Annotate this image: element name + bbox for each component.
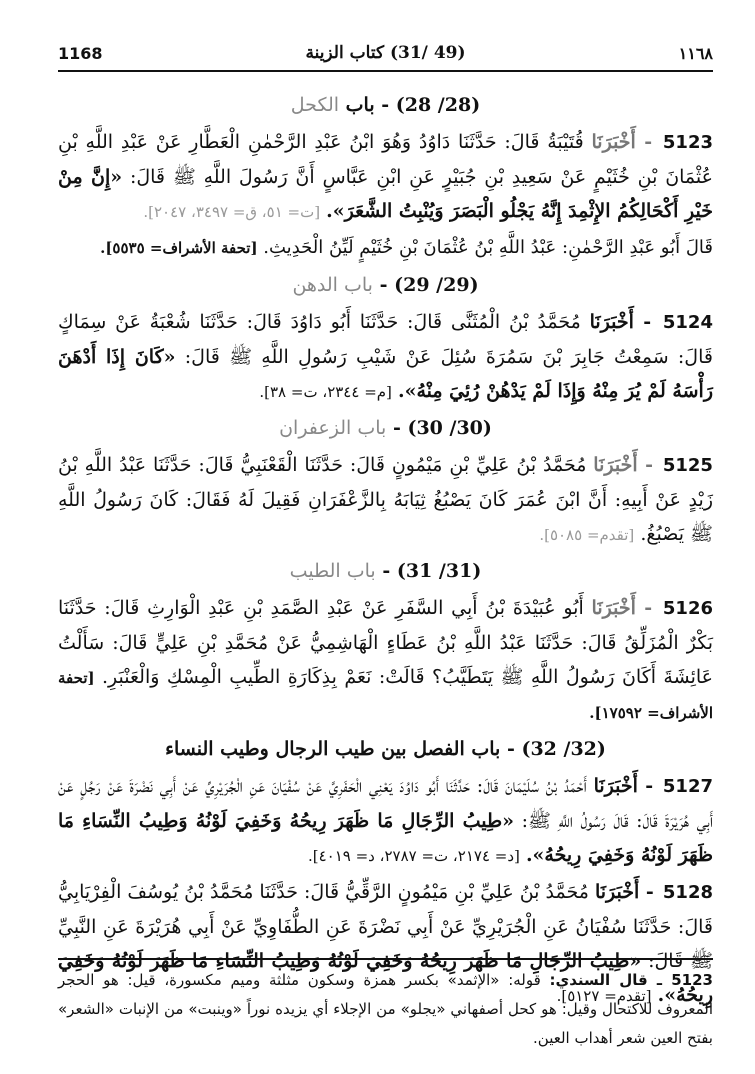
chapter-heading (58, 89, 713, 121)
author-note (58, 231, 713, 265)
hadith-lead: - أَخْبَرَنَا (593, 775, 654, 797)
hadith-reference: [تقدم= ٥١٢٧]. (556, 987, 652, 1005)
hadith-number: 5126 (662, 598, 714, 619)
footnotes (58, 966, 713, 1053)
hadith-reference: [تقدم= ٥٠٨٥]. (539, 526, 635, 544)
hadith-isnad: أَحْمَدُ بْنُ سُلَيْمَانَ قَالَ: حَدَّثَنَا أَبُو دَاوُدَ يَعْنِي الْحَفَرِيَّ عَنْ سُفْيَانَ عَنِ الْجُرَيْرِيِّ عَنْ أَبِي نَضْرَةَ عَنْ رَجُلٍ عَنْ أَبِي هُرَيْرَةَ قَالَ: قَالَ رَسُولُ اللَّهِ ﷺ: (58, 775, 713, 832)
hadith-matn: «إِنَّ مِنْ خَيْرِ أَكْحَالِكُمُ الإِثْمِدَ إِنَّهُ يَجْلُو الْبَصَرَ وَيُنْبِتُ الشَّعَرَ». (58, 166, 713, 222)
hadith-number: 5124 (662, 312, 713, 333)
author-note-text: قَالَ أَبُو عَبْدِ الرَّحْمٰنِ: عَبْدُ اللَّهِ بْنُ عُثْمَانَ بْنِ خُثَيْمٍ لَيِّنُ الْحَدِيثِ. (263, 237, 713, 258)
main-text (58, 86, 713, 1015)
hadith-reference: [م= ٢٣٤٤، ت= ٣٨]. (259, 383, 392, 401)
hadith-lead: - أَخْبَرَنَا (594, 881, 654, 903)
hadith (58, 125, 713, 229)
hadith-isnad: مُحَمَّدُ بْنُ عَلِيِّ بْنِ مَيْمُونٍ قَالَ: حَدَّثَنَا الْقَعْنَبِيُّ قَالَ: حَدَّثَنَا عَبْدُ اللَّهِ بْنُ زَيْدٍ عَنْ أَبِيهِ: أَنَّ ابْنَ عُمَرَ كَانَ يَصْبُغُ ثِيَابَهُ بِالزَّعْفَرَانِ فَقِيلَ لَهُ فَقَالَ: كَانَ رَسُولُ اللَّهِ ﷺ يَصْبُغُ. (58, 454, 713, 545)
chapter-heading (58, 733, 713, 765)
hadith-reference: [د= ٢١٧٤، ت= ٢٧٨٧، د= ٤٠١٩]. (307, 847, 520, 865)
chapter-heading-text: (30/ 30) - (392, 417, 492, 439)
hadith-lead: - أَخْبَرَنَا (589, 311, 652, 333)
chapter-heading-text: (32/ 32) - باب الفصل بين طيب الرجال وطيب النساء (165, 738, 606, 760)
hadith-reference: [تحفة الأشراف= ١٧٥٩٢]. (58, 669, 713, 722)
chapter-heading-faint: باب الدهن (292, 274, 373, 296)
hadith-isnad: مُحَمَّدُ بْنُ الْمُثَنَّى قَالَ: حَدَّثَنَا أَبُو دَاوُدَ قَالَ: حَدَّثَنَا شُعْبَةُ عَنْ سِمَاكٍ قَالَ: سَمِعْتُ جَابِرَ بْنَ سَمُرَةَ سُئِلَ عَنْ شَيْبِ رَسُولِ اللَّهِ ﷺ قَالَ: (58, 311, 713, 368)
page-number-latin: 1168 (58, 44, 103, 63)
footnote-divider (58, 958, 713, 960)
hadith-lead: - أَخْبَرَنَا (593, 454, 653, 476)
chapter-heading-faint: باب الطيب (289, 560, 376, 582)
hadith-matn: «طِيبُ الرِّجَالِ مَا ظَهَرَ رِيحُهُ وَخَفِيَ لَوْنُهُ وَطِيبُ النِّسَاءِ مَا ظَهَرَ لَوْنُهُ وَخَفِيَ رِيحُهُ». (58, 810, 713, 866)
chapter-heading-text: (28/ 28) - باب (345, 94, 481, 116)
chapter-heading (58, 555, 713, 587)
hadith (58, 305, 713, 409)
book-title: (49 /31) كتاب الزينة (305, 43, 466, 63)
hadith (58, 448, 713, 552)
hadith (58, 769, 713, 873)
chapter-heading-faint: باب الزعفران (279, 417, 387, 439)
footnote-text: قوله: «الإثمد» بكسر همزة وسكون مثلثة وميم مكسورة، قيل: هو الحجر المعروف للاكتحال وقيل: هو كحل أصفهاني «يجلو» من الإجلاء أي يزيده نوراً «وينبت» من الإنبات «الشعر» بفتح العين شعر أهداب العين. (58, 971, 713, 1047)
hadith-number: 5123 (662, 132, 713, 153)
chapter-heading-text: (31/ 31) - (382, 560, 482, 582)
hadith-matn: «طِيبُ الرِّجَالِ مَا ظَهَرَ رِيحُهُ وَخَفِيَ لَوْنُهُ وَطِيبُ النِّسَاءِ مَا ظَهَرَ لَوْنُهُ وَخَفِيَ رِيحُهُ». (58, 950, 713, 1006)
chapter-heading-text: (29/ 29) - (379, 274, 479, 296)
hadith (58, 591, 713, 730)
hadith-number: 5128 (662, 882, 713, 903)
chapter-heading-faint: الكحل (290, 94, 340, 116)
chapter-heading (58, 269, 713, 301)
hadith-lead: - أَخْبَرَنَا (591, 597, 653, 619)
footnote-lead: 5123 ـ قال السندي: (549, 971, 713, 989)
hadith-isnad: أَبُو عُبَيْدَةَ بْنُ أَبِي السَّفَرِ عَنْ عَبْدِ الصَّمَدِ بْنِ عَبْدِ الْوَارِثِ قَالَ: حَدَّثَنَا بَكْرٌ الْمُزَلِّقُ قَالَ: حَدَّثَنَا عَبْدُ اللَّهِ بْنُ عَطَاءٍ الْهَاشِمِيُّ عَنْ مُحَمَّدِ بْنِ عَلِيٍّ قَالَ: سَأَلْتُ عَائِشَةَ أَكَانَ رَسُولُ اللَّهِ ﷺ يَتَطَيَّبُ؟ قَالَتْ: نَعَمْ بِذِكَارَةِ الطِّيبِ الْمِسْكِ وَالْعَنْبَرِ. (58, 597, 713, 688)
hadith-number: 5127 (662, 776, 713, 797)
hadith-isnad: مُحَمَّدُ بْنُ عَلِيِّ بْنِ مَيْمُونٍ الرَّقِّيُّ قَالَ: حَدَّثَنَا مُحَمَّدُ بْنُ يُوسُفَ الْفِرْيَابِيُّ قَالَ: حَدَّثَنَا سُفْيَانُ عَنِ الْجُرَيْرِيِّ عَنْ أَبِي نَضْرَةَ عَنِ الطُّفَاوِيِّ عَنْ أَبِي هُرَيْرَةَ عَنِ النَّبِيِّ ﷺ قَالَ: (58, 881, 713, 972)
hadith-matn: «كَانَ إِذَا أَدْهَنَ رَأْسَهُ لَمْ يُرَ مِنْهُ وَإِذَا لَمْ يَدْهُنْ رُئِيَ مِنْهُ». (58, 346, 713, 402)
hadith-isnad: قُتَيْبَةُ قَالَ: حَدَّثَنَا دَاوُدُ وَهُوَ ابْنُ عَبْدِ الرَّحْمٰنِ الْعَطَّارِ عَنْ عَبْدِ اللَّهِ بْنِ عُثْمَانَ بْنِ خُثَيْمٍ عَنْ سَعِيدِ بْنِ جُبَيْرٍ عَنِ ابْنِ عَبَّاسٍ أَنَّ رَسُولَ اللَّهِ ﷺ قَالَ: (58, 131, 713, 188)
author-note-tuhfa: [تحفة الأشراف= ٥٥٣٥]. (100, 239, 258, 257)
hadith-number: 5125 (662, 455, 713, 476)
hadith-reference: [ت= ٥١، ق= ٣٤٩٧، ٢٠٤٧]. (143, 203, 321, 221)
hadith-lead: - أَخْبَرَنَا (591, 131, 653, 153)
page-number-arabic: ١١٦٨ (678, 44, 713, 63)
page-header (58, 40, 713, 72)
chapter-heading (58, 412, 713, 444)
